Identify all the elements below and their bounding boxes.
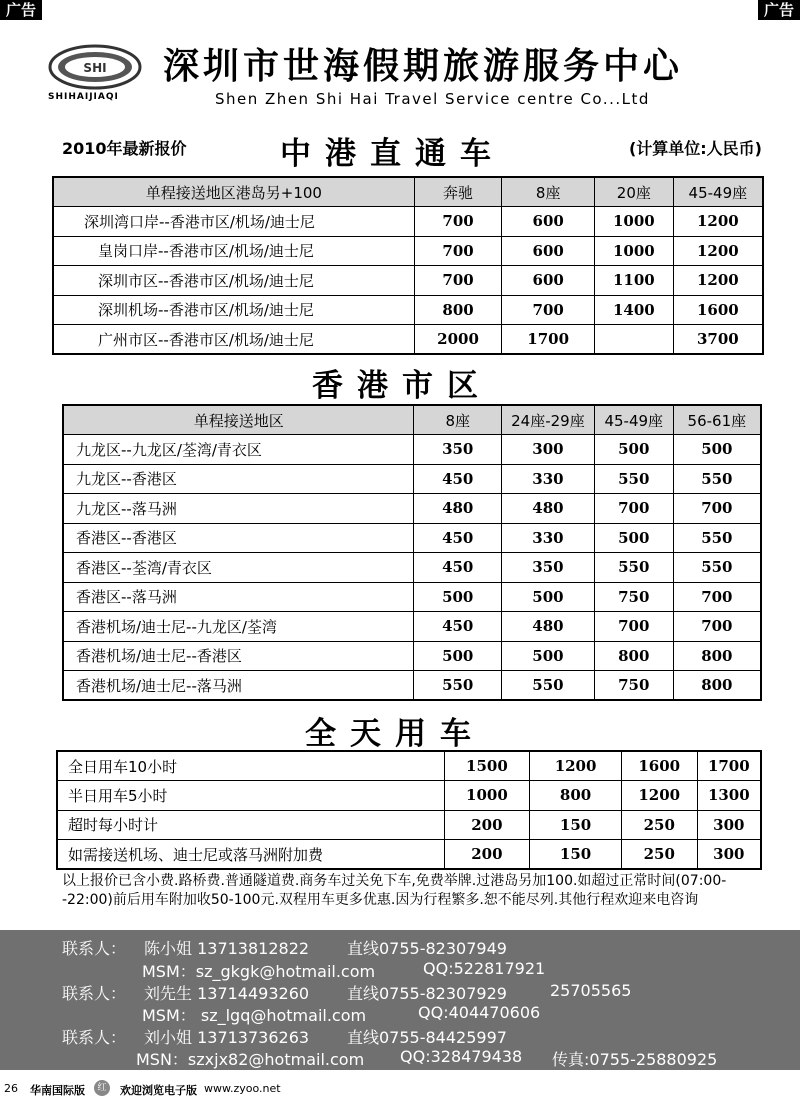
price-cell: 2000 bbox=[414, 325, 502, 355]
route-cell: 香港区--落马洲 bbox=[63, 582, 414, 612]
table-row bbox=[63, 553, 761, 583]
table-row bbox=[57, 840, 761, 870]
price-cell: 200 bbox=[444, 840, 530, 870]
header-cell: 单程接送地区 bbox=[63, 405, 414, 435]
header-cell: 8座 bbox=[502, 177, 595, 207]
price-cell: 800 bbox=[673, 671, 761, 701]
price-cell: 450 bbox=[414, 523, 502, 553]
company-name-cn: 深圳市世海假期旅游服务中心 bbox=[163, 46, 684, 87]
full-day-price-table bbox=[56, 750, 762, 870]
price-cell: 200 bbox=[444, 810, 530, 840]
price-cell: 330 bbox=[502, 523, 595, 553]
contact-qq: QQ:328479438 bbox=[400, 1047, 523, 1066]
price-cell: 1200 bbox=[673, 266, 763, 296]
price-cell: 250 bbox=[621, 840, 697, 870]
unit-label: (计算单位:人民币) bbox=[628, 139, 762, 158]
price-cell: 550 bbox=[502, 671, 595, 701]
price-cell bbox=[594, 325, 673, 355]
price-cell: 550 bbox=[594, 553, 673, 583]
table-row bbox=[63, 523, 761, 553]
header-cell: 单程接送地区港岛另+100 bbox=[53, 177, 414, 207]
price-cell: 1000 bbox=[444, 781, 530, 811]
table-row bbox=[63, 582, 761, 612]
header-cell: 56-61座 bbox=[673, 405, 761, 435]
welcome-label: 欢迎浏览电子版 bbox=[120, 1084, 197, 1097]
contact-name-phone[interactable]: 陈小姐 13713812822 bbox=[144, 939, 310, 958]
contact-direct-line[interactable]: 直线0755-82307949 bbox=[347, 939, 507, 958]
price-cell: 700 bbox=[594, 612, 673, 642]
table-row bbox=[63, 464, 761, 494]
price-cell: 800 bbox=[530, 781, 622, 811]
price-cell: 800 bbox=[673, 641, 761, 671]
price-cell: 450 bbox=[414, 553, 502, 583]
page-number: 26 bbox=[4, 1082, 18, 1095]
page-footer bbox=[0, 1078, 800, 1100]
route-cell: 香港机场/迪士尼--香港区 bbox=[63, 641, 414, 671]
section1-heading bbox=[62, 128, 762, 172]
price-cell: 1400 bbox=[594, 295, 673, 325]
price-cell: 1700 bbox=[502, 325, 595, 355]
price-cell: 550 bbox=[673, 523, 761, 553]
year-label: 2010年最新报价 bbox=[62, 139, 187, 158]
route-cell: 香港区--香港区 bbox=[63, 523, 414, 553]
header-cell: 8座 bbox=[414, 405, 502, 435]
route-cell: 九龙区--九龙区/荃湾/青衣区 bbox=[63, 435, 414, 465]
price-cell: 500 bbox=[414, 582, 502, 612]
price-cell: 700 bbox=[594, 494, 673, 524]
route-cell: 香港机场/迪士尼--九龙区/荃湾 bbox=[63, 612, 414, 642]
edition-seal-icon: 红 bbox=[94, 1080, 110, 1096]
section3-title: 全天用车 bbox=[305, 716, 485, 752]
route-cell: 皇岗口岸--香港市区/机场/迪士尼 bbox=[53, 236, 414, 266]
route-cell: 九龙区--落马洲 bbox=[63, 494, 414, 524]
price-cell: 600 bbox=[502, 266, 595, 296]
logo-text: SHIHAIJIAQI bbox=[48, 92, 119, 102]
company-logo bbox=[48, 44, 142, 90]
section1-title: 中港直通车 bbox=[280, 136, 505, 172]
table-row bbox=[63, 641, 761, 671]
price-cell: 1200 bbox=[621, 781, 697, 811]
price-cell: 500 bbox=[414, 641, 502, 671]
contact-name-phone[interactable]: 刘小姐 13713736263 bbox=[144, 1028, 310, 1047]
price-cell: 1600 bbox=[673, 295, 763, 325]
ad-tag-left: 广告 bbox=[0, 0, 42, 20]
price-cell: 480 bbox=[502, 494, 595, 524]
price-cell: 550 bbox=[594, 464, 673, 494]
contact-name-phone[interactable]: 刘先生 13714493260 bbox=[144, 984, 310, 1003]
price-cell: 1200 bbox=[673, 207, 763, 237]
price-cell: 500 bbox=[594, 435, 673, 465]
price-cell: 450 bbox=[414, 464, 502, 494]
contact-label: 联系人： bbox=[62, 939, 127, 958]
price-cell: 450 bbox=[414, 612, 502, 642]
route-cell: 如需接送机场、迪士尼或落马洲附加费 bbox=[57, 840, 444, 870]
price-cell: 500 bbox=[502, 582, 595, 612]
price-cell: 500 bbox=[673, 435, 761, 465]
contact-label: 联系人： bbox=[62, 1028, 127, 1047]
table-row bbox=[53, 236, 763, 266]
contact-extra: 25705565 bbox=[550, 981, 632, 1000]
price-cell: 700 bbox=[414, 207, 502, 237]
price-cell: 1700 bbox=[697, 751, 761, 781]
table-row bbox=[63, 612, 761, 642]
header-cell: 24座-29座 bbox=[502, 405, 595, 435]
price-cell: 700 bbox=[414, 266, 502, 296]
price-cell: 800 bbox=[414, 295, 502, 325]
route-cell: 广州市区--香港市区/机场/迪士尼 bbox=[53, 325, 414, 355]
table-row bbox=[53, 266, 763, 296]
contact-msn[interactable]: MSM： sz_lgq@hotmail.com bbox=[142, 1006, 367, 1025]
table-row bbox=[63, 494, 761, 524]
price-cell: 500 bbox=[594, 523, 673, 553]
table-row bbox=[53, 325, 763, 355]
price-cell: 700 bbox=[673, 582, 761, 612]
price-cell: 1200 bbox=[673, 236, 763, 266]
table-row bbox=[57, 810, 761, 840]
price-cell: 350 bbox=[414, 435, 502, 465]
route-cell: 全日用车10小时 bbox=[57, 751, 444, 781]
table-header-row bbox=[53, 177, 763, 207]
ad-tag-right: 广告 bbox=[758, 0, 800, 20]
contact-direct-line[interactable]: 直线0755-84425997 bbox=[347, 1028, 507, 1047]
table-row bbox=[63, 671, 761, 701]
header-cell: 45-49座 bbox=[594, 405, 673, 435]
price-cell: 480 bbox=[414, 494, 502, 524]
company-name-en: Shen Zhen Shi Hai Travel Service centre Co...Ltd bbox=[215, 90, 650, 108]
price-cell: 1200 bbox=[530, 751, 622, 781]
price-cell: 1300 bbox=[697, 781, 761, 811]
table-row bbox=[53, 207, 763, 237]
route-cell: 深圳湾口岸--香港市区/机场/迪士尼 bbox=[53, 207, 414, 237]
price-cell: 350 bbox=[502, 553, 595, 583]
table-header-row bbox=[63, 405, 761, 435]
price-cell: 150 bbox=[530, 810, 622, 840]
contact-label: 联系人： bbox=[62, 984, 127, 1003]
price-cell: 1000 bbox=[594, 236, 673, 266]
table-row bbox=[57, 781, 761, 811]
price-cell: 550 bbox=[673, 553, 761, 583]
price-cell: 1600 bbox=[621, 751, 697, 781]
contact-msn[interactable]: MSM：sz_gkgk@hotmail.com bbox=[142, 962, 376, 981]
price-cell: 330 bbox=[502, 464, 595, 494]
price-cell: 1500 bbox=[444, 751, 530, 781]
price-cell: 600 bbox=[502, 207, 595, 237]
company-header bbox=[48, 38, 768, 118]
table-row bbox=[57, 751, 761, 781]
contact-msn[interactable]: MSN：szxjx82@hotmail.com bbox=[136, 1050, 365, 1069]
route-cell: 超时每小时计 bbox=[57, 810, 444, 840]
route-cell: 深圳机场--香港市区/机场/迪士尼 bbox=[53, 295, 414, 325]
header-cell: 奔驰 bbox=[414, 177, 502, 207]
price-cell: 480 bbox=[502, 612, 595, 642]
table-row bbox=[63, 435, 761, 465]
price-cell: 800 bbox=[594, 641, 673, 671]
price-cell: 700 bbox=[502, 295, 595, 325]
price-cell: 300 bbox=[502, 435, 595, 465]
price-cell: 600 bbox=[502, 236, 595, 266]
route-cell: 香港区--荃湾/青衣区 bbox=[63, 553, 414, 583]
price-cell: 750 bbox=[594, 582, 673, 612]
price-cell: 300 bbox=[697, 840, 761, 870]
route-cell: 深圳市区--香港市区/机场/迪士尼 bbox=[53, 266, 414, 296]
website-link[interactable]: www.zyoo.net bbox=[204, 1082, 281, 1095]
contact-fax: 传真:0755-25880925 bbox=[552, 1050, 718, 1069]
header-cell: 20座 bbox=[594, 177, 673, 207]
route-cell: 半日用车5小时 bbox=[57, 781, 444, 811]
price-cell: 750 bbox=[594, 671, 673, 701]
contact-block bbox=[0, 930, 800, 1070]
header-cell: 45-49座 bbox=[673, 177, 763, 207]
price-cell: 250 bbox=[621, 810, 697, 840]
cross-border-price-table bbox=[52, 176, 764, 355]
price-cell: 550 bbox=[673, 464, 761, 494]
price-cell: 1100 bbox=[594, 266, 673, 296]
contact-qq: QQ:522817921 bbox=[423, 959, 546, 978]
route-cell: 香港机场/迪士尼--落马洲 bbox=[63, 671, 414, 701]
price-cell: 3700 bbox=[673, 325, 763, 355]
price-cell: 500 bbox=[502, 641, 595, 671]
contact-direct-line[interactable]: 直线0755-82307929 bbox=[347, 984, 507, 1003]
section2-title: 香港市区 bbox=[312, 368, 492, 404]
price-cell: 300 bbox=[697, 810, 761, 840]
route-cell: 九龙区--香港区 bbox=[63, 464, 414, 494]
hong-kong-price-table bbox=[62, 404, 762, 701]
price-cell: 150 bbox=[530, 840, 622, 870]
price-cell: 550 bbox=[414, 671, 502, 701]
contact-qq: QQ:404470606 bbox=[418, 1003, 541, 1022]
price-cell: 700 bbox=[673, 612, 761, 642]
logo-mark: SHI bbox=[83, 61, 107, 75]
pricing-note: 以上报价已含小费.路桥费.普通隧道费.商务车过关免下车,免费举牌.过港岛另加100.如超过正常时间(07:00--22:00)前后用车附加收50-100元.双程用车更多优惠.因为行程繁多.恕不能尽列.其他行程欢迎来电咨询 bbox=[62, 873, 727, 908]
price-cell: 700 bbox=[414, 236, 502, 266]
price-cell: 1000 bbox=[594, 207, 673, 237]
price-cell: 700 bbox=[673, 494, 761, 524]
edition-label: 华南国际版 bbox=[30, 1084, 85, 1097]
table-row bbox=[53, 295, 763, 325]
